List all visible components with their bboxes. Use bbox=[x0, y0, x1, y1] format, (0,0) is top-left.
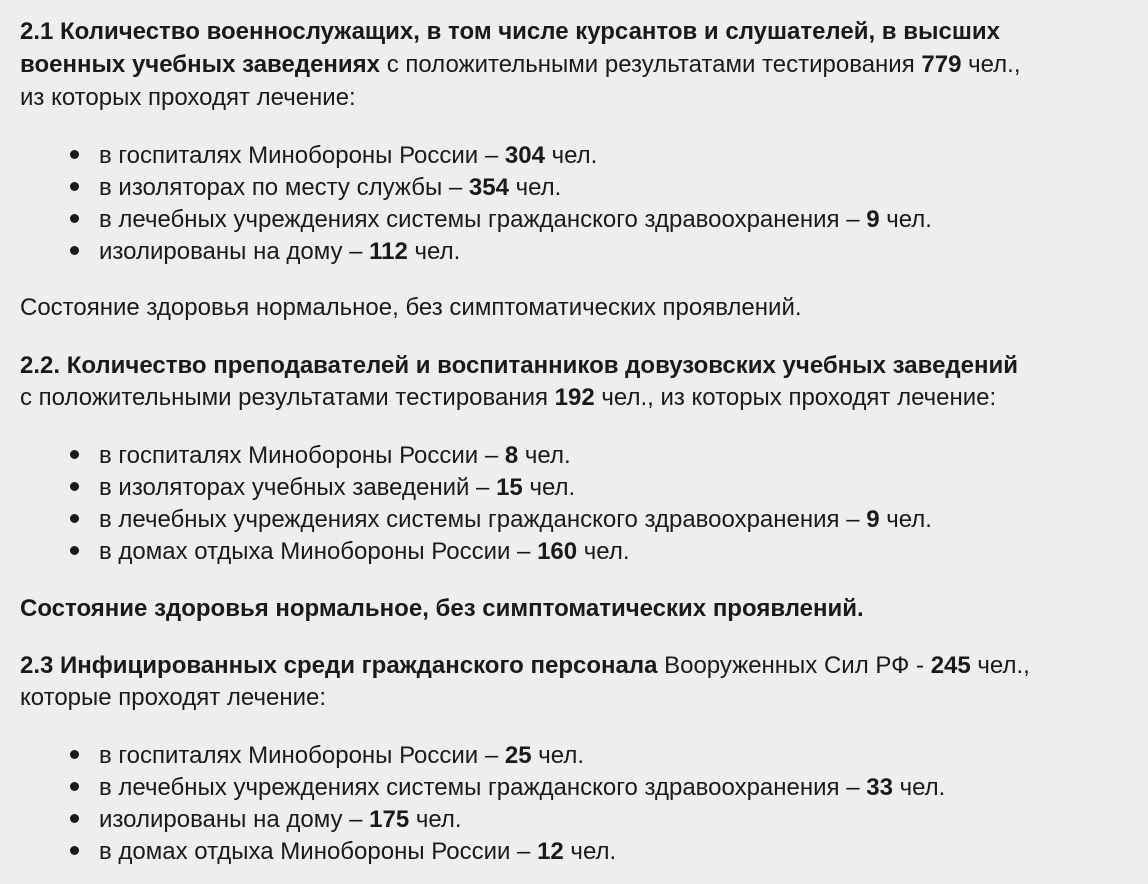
list-item-unit: чел. bbox=[879, 206, 932, 233]
list-item bbox=[70, 536, 630, 568]
section-2-2-count: 192 bbox=[554, 384, 595, 411]
list-item-text: в госпиталях Минобороны России – bbox=[99, 742, 505, 769]
bullet-icon bbox=[70, 450, 79, 459]
list-item-text: в лечебных учреждениях системы гражданского здравоохранения – bbox=[99, 506, 867, 533]
section-2-2-status-text: Состояние здоровья нормальное, без симптоматических проявлений. bbox=[20, 595, 864, 622]
list-item-unit: чел. bbox=[892, 774, 946, 801]
bullet-icon bbox=[70, 246, 79, 255]
list-item-number: 25 bbox=[504, 742, 532, 769]
list-item-text: изолированы на дому – bbox=[99, 806, 370, 833]
section-2-1-count-unit: чел., bbox=[961, 51, 1021, 78]
list-item-unit: чел. bbox=[518, 442, 571, 469]
list-item bbox=[70, 804, 462, 836]
section-2-1-heading bbox=[20, 16, 1120, 48]
list-item-text: в домах отдыха Минобороны России – bbox=[99, 838, 538, 865]
section-2-3-count: 245 bbox=[930, 652, 971, 679]
list-item bbox=[70, 140, 597, 172]
list-item bbox=[70, 836, 616, 868]
list-item bbox=[70, 740, 584, 772]
bullet-icon bbox=[70, 214, 79, 223]
list-item-number: 160 bbox=[537, 538, 578, 565]
list-item-text: в лечебных учреждениях системы гражданского здравоохранения – bbox=[99, 774, 867, 801]
section-2-1-line3: из которых проходят лечение: bbox=[20, 84, 356, 111]
list-item bbox=[70, 204, 932, 236]
list-item-text: изолированы на дому – bbox=[99, 238, 370, 265]
list-item-number: 112 bbox=[369, 238, 408, 265]
list-item bbox=[70, 440, 571, 472]
section-2-2-line2-text: с положительными результатами тестирования bbox=[20, 384, 555, 411]
section-2-2-status bbox=[20, 593, 864, 625]
section-2-1-status: Состояние здоровья нормальное, без симптоматических проявлений. bbox=[20, 294, 802, 321]
list-item bbox=[70, 772, 945, 804]
section-2-3-heading bbox=[20, 650, 1030, 682]
bullet-icon bbox=[70, 546, 79, 555]
bullet-icon bbox=[70, 814, 79, 823]
bullet-icon bbox=[70, 750, 79, 759]
section-2-3-line2: которые проходят лечение: bbox=[20, 684, 326, 711]
bullet-icon bbox=[70, 846, 79, 855]
bullet-icon bbox=[70, 782, 79, 791]
list-item-number: 33 bbox=[866, 774, 893, 801]
list-item-number: 15 bbox=[496, 474, 523, 501]
section-2-3-heading-bold: 2.3 Инфицированных среди гражданского персонала bbox=[20, 652, 658, 679]
list-item-number: 8 bbox=[504, 442, 519, 469]
list-item-text: в госпиталях Минобороны России – bbox=[99, 142, 505, 169]
list-item-text: в изоляторах учебных заведений – bbox=[99, 474, 497, 501]
bullet-icon bbox=[70, 482, 79, 491]
list-item-text: в домах отдыха Минобороны России – bbox=[99, 538, 538, 565]
section-2-1-line2 bbox=[20, 49, 1020, 81]
list-item-unit: чел. bbox=[409, 806, 462, 833]
section-2-1-count: 779 bbox=[921, 51, 962, 78]
list-item bbox=[70, 504, 932, 536]
section-2-1-heading-bold: военных учебных заведениях bbox=[20, 51, 381, 78]
list-item-number: 9 bbox=[866, 506, 880, 533]
bullet-icon bbox=[70, 150, 79, 159]
list-item bbox=[70, 172, 561, 204]
list-item-unit: чел. bbox=[407, 238, 461, 265]
section-2-2-line2 bbox=[20, 382, 996, 414]
list-item-text: в изоляторах по месту службы – bbox=[99, 174, 469, 201]
section-2-3-count-unit: чел., bbox=[970, 652, 1030, 679]
list-item-text: в лечебных учреждениях системы гражданского здравоохранения – bbox=[99, 206, 867, 233]
bullet-icon bbox=[70, 514, 79, 523]
list-item-number: 175 bbox=[369, 806, 410, 833]
list-item-number: 12 bbox=[537, 838, 564, 865]
section-2-1-line2-text: с положительными результатами тестирования bbox=[380, 51, 922, 78]
list-item-unit: чел. bbox=[531, 742, 584, 769]
bullet-icon bbox=[70, 182, 79, 191]
list-item-unit: чел. bbox=[508, 174, 562, 201]
section-2-2-heading-text: 2.2. Количество преподавателей и воспитанников довузовских учебных заведений bbox=[20, 352, 1019, 379]
list-item bbox=[70, 236, 460, 268]
list-item-unit: чел. bbox=[563, 838, 617, 865]
list-item-unit: чел. bbox=[522, 474, 576, 501]
list-item bbox=[70, 472, 575, 504]
list-item-number: 354 bbox=[468, 174, 509, 201]
section-2-2-line2-rest: чел., из которых проходят лечение: bbox=[594, 384, 997, 411]
list-item-number: 304 bbox=[504, 142, 545, 169]
section-2-2-heading bbox=[20, 350, 1120, 382]
section-2-3-heading-text: Вооруженных Сил РФ - bbox=[657, 652, 931, 679]
list-item-unit: чел. bbox=[577, 538, 630, 565]
list-item-unit: чел. bbox=[879, 506, 932, 533]
list-item-unit: чел. bbox=[544, 142, 598, 169]
list-item-number: 9 bbox=[866, 206, 880, 233]
list-item-text: в госпиталях Минобороны России – bbox=[99, 442, 505, 469]
section-2-1-heading-text: 2.1 Количество военнослужащих, в том числе курсантов и слушателей, в высших bbox=[20, 18, 1000, 45]
